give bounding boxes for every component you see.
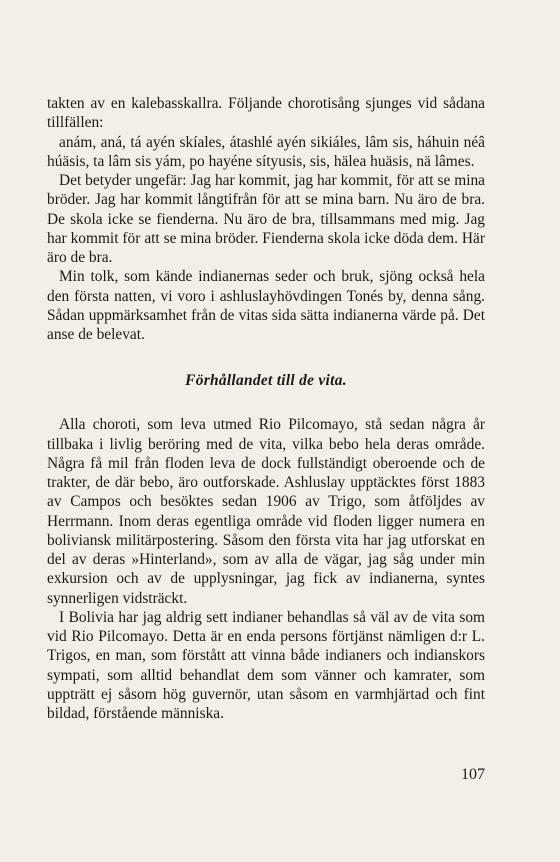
- section-heading: Förhållandet till de vita.: [185, 372, 347, 390]
- page-number: 107: [461, 766, 485, 783]
- paragraph-interpreter: Min tolk, som kände indianernas seder och bruk, sjöng också hela den första natten, vi voro i ashluslayhövdingen Tonés by, denna sång. Sådan uppmärksamhet från de vitas sida sätta indianerna värde på. Det anse de belevat.: [47, 268, 485, 343]
- paragraph-song-translation: Det betyder ungefär: Jag har kommit, jag har kommit, för att se mina bröder. Jag har kommit långtifrån för att se mina barn. Nu äro de bra. De skola icke se fienderna. Nu äro de bra, tillsammans med mig. Jag har kommit för att se mina bröder. Fienderna skola icke döda dem. Här äro de bra.: [47, 172, 485, 266]
- page-body: [47, 94, 485, 723]
- paragraph-song-intro: takten av en kalebasskallra. Följande chorotisång sjunges vid sådana tillfällen:: [47, 95, 485, 132]
- paragraph-bolivia-treatment: I Bolivia har jag aldrig sett indianer behandlas så väl av de vita som vid Rio Pilcomayo. Detta är en enda persons förtjänst nämligen d:r L. Trigos, en man, som förstått att vinna både indianers och indianskors sympati, som alltid behandlat dem som vänner och kamrater, som uppträtt ej såsom hög guvernör, utan såsom en varmhjärtad och fint bildad, förstående människa.: [47, 608, 485, 722]
- paragraph-choroti-contact: Alla choroti, som leva utmed Rio Pilcomayo, stå sedan några år tillbaka i livlig beröring med de vita, vilka bebo hela deras område. Några få mil från floden leva de dock fullständigt oberoende och de trakter, de där bebo, äro outforskade. Ashluslay upptäcktes först 1883 av Campos och besöktes sedan 1906 av Trigo, som åtföljdes av Herrmann. Inom deras egentliga område vid floden ligger numera en boliviansk militärpostering. Såsom den första vita har jag utforskat en del av deras »Hinterland», som av alla de vägar, jag såg under min exkursion och av de upplysningar, jag fick av indianerna, syntes synnerligen vidsträckt.: [47, 416, 485, 607]
- paragraph-song-lyrics: anám, aná, tá ayén skíales, átashlé ayén sikiáles, lâm sis, háhuin néâ húäsis, ta lâm sis yám, po hayéne sítyusis, sis, hälea huäsis, nä lâmes.: [47, 133, 485, 170]
